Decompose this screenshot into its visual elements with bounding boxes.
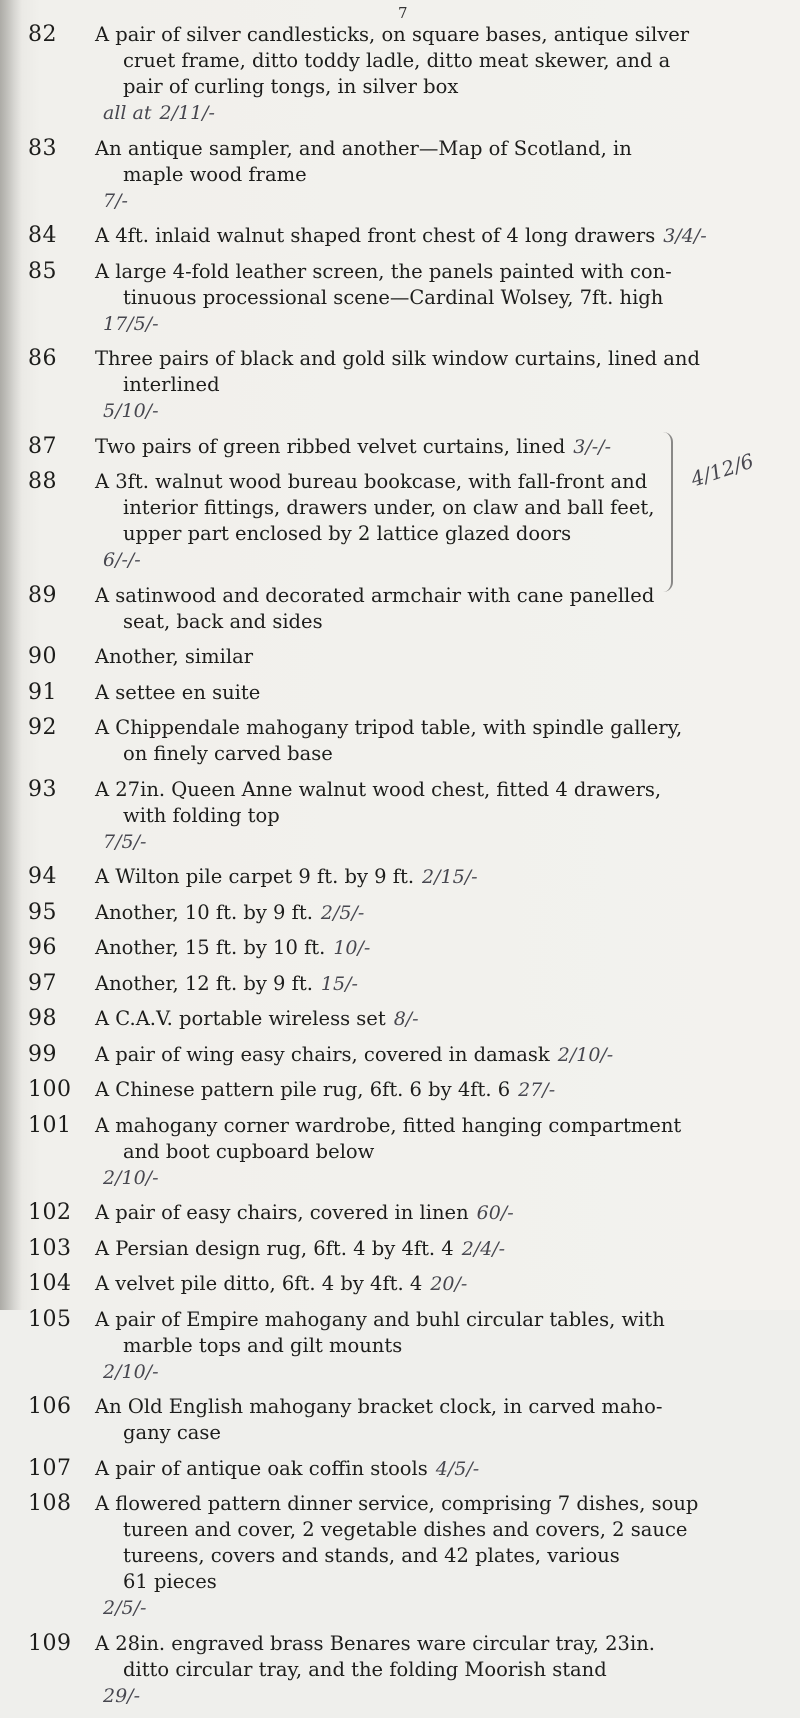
lot-list	[28, 22, 788, 1718]
lot-entry	[28, 1200, 788, 1226]
lot-description	[95, 583, 735, 635]
lot-entry	[28, 715, 788, 767]
lot-number: 85	[28, 258, 57, 284]
handwritten-price-note: 5/10/-	[103, 400, 159, 422]
lot-description	[95, 1042, 735, 1068]
lot-entry	[28, 900, 788, 926]
lot-number: 98	[28, 1006, 57, 1031]
lot-description	[95, 777, 735, 855]
lot-description-line: Three pairs of black and gold silk window curtains, lined and	[95, 347, 700, 370]
lot-description-line: upper part enclosed by 2 lattice glazed doors	[123, 522, 572, 545]
lot-description	[95, 715, 735, 767]
lot-description-line: A 27in. Queen Anne walnut wood chest, fitted 4 drawers,	[95, 777, 662, 801]
lot-description-line: Another, 15 ft. by 10 ft.	[95, 936, 326, 959]
lot-description-line: tinuous processional scene—Cardinal Wolsey, 7ft. high	[123, 285, 664, 309]
lot-description	[95, 22, 735, 126]
handwritten-price-note: 17/5/-	[103, 312, 159, 335]
lot-number: 93	[28, 776, 57, 802]
lot-description	[95, 259, 735, 337]
lot-entry	[28, 1456, 788, 1482]
handwritten-price-note: 2/4/-	[461, 1237, 506, 1260]
lot-entry	[28, 1307, 788, 1385]
handwritten-price-note: 60/-	[476, 1202, 514, 1224]
lot-entry	[28, 1042, 788, 1068]
lot-number: 102	[28, 1200, 72, 1225]
lot-description-line: A Chippendale mahogany tripod table, with spindle gallery,	[95, 716, 683, 739]
lot-entry	[28, 971, 788, 997]
lot-tail-text: all at	[103, 102, 152, 124]
lot-description	[95, 680, 735, 706]
lot-description-line: A Persian design rug, 6ft. 4 by 4ft. 4	[95, 1236, 454, 1260]
lot-number: 104	[28, 1271, 72, 1296]
lot-description-line: 61 pieces	[123, 1570, 217, 1593]
lot-number: 109	[28, 1630, 72, 1656]
lot-entry	[28, 1394, 788, 1446]
lot-description	[95, 1113, 735, 1191]
lot-entry	[28, 680, 788, 706]
lot-number: 91	[28, 679, 57, 705]
lot-entry	[28, 22, 788, 126]
lot-number: 100	[28, 1077, 72, 1102]
lot-number: 87	[28, 433, 57, 459]
lot-description-line: A settee en suite	[95, 680, 261, 704]
handwritten-price-note: 15/-	[320, 972, 358, 995]
lot-entry	[28, 1113, 788, 1191]
lot-description-line: interlined	[123, 373, 220, 396]
lot-description-line: A Wilton pile carpet 9 ft. by 9 ft.	[95, 865, 415, 888]
lot-description-line: A satinwood and decorated armchair with cane panelled	[95, 583, 655, 607]
bracket-mark	[663, 432, 673, 592]
lot-number: 86	[28, 346, 57, 371]
handwritten-price-note: 2/5/-	[103, 1597, 147, 1619]
handwritten-price-note: 7/5/-	[103, 830, 147, 853]
lot-number: 83	[28, 135, 57, 161]
handwritten-price-note: 2/10/-	[103, 1360, 159, 1383]
lot-description-line: cruet frame, ditto toddy ladle, ditto meat skewer, and a	[123, 49, 671, 72]
handwritten-price-note: 4/5/-	[435, 1457, 480, 1480]
lot-description	[95, 1077, 735, 1103]
lot-description-line: interior fittings, drawers under, on claw and ball feet,	[123, 496, 655, 519]
lot-number: 105	[28, 1306, 72, 1332]
handwritten-price-note: 27/-	[518, 1079, 556, 1101]
lot-number: 89	[28, 582, 57, 608]
lot-description-line: Another, similar	[95, 645, 254, 668]
lot-entry	[28, 469, 788, 573]
lot-number: 90	[28, 644, 57, 669]
lot-entry	[28, 777, 788, 855]
handwritten-price-note: 2/15/-	[422, 866, 478, 888]
lot-description-line: tureens, covers and stands, and 42 plates, various	[123, 1544, 620, 1567]
handwritten-price-note: 8/-	[393, 1008, 419, 1030]
lot-description-line: A flowered pattern dinner service, comprising 7 dishes, soup	[95, 1492, 699, 1515]
lot-number: 88	[28, 469, 57, 494]
lot-description-line: pair of curling tongs, in silver box	[123, 75, 459, 98]
lot-number: 101	[28, 1112, 72, 1138]
handwritten-price-note: 7/-	[103, 189, 128, 212]
handwritten-price-note: 10/-	[333, 937, 371, 959]
lot-entry	[28, 136, 788, 214]
lot-entry	[28, 583, 788, 635]
lot-description-line: Two pairs of green ribbed velvet curtains, lined	[95, 434, 566, 458]
lot-description-line: A pair of antique oak coffin stools	[95, 1456, 428, 1480]
lot-description-line: An antique sampler, and another—Map of Scotland, in	[95, 136, 632, 160]
handwritten-price-note: 3/4/-	[663, 225, 707, 247]
handwritten-price-note: 20/-	[430, 1273, 468, 1295]
lot-number: 99	[28, 1041, 57, 1067]
lot-description	[95, 1456, 735, 1482]
lot-description-line: A C.A.V. portable wireless set	[95, 1007, 386, 1030]
lot-entry	[28, 259, 788, 337]
handwritten-price-note: 2/10/-	[103, 1166, 159, 1189]
lot-description-line: A pair of wing easy chairs, covered in damask	[95, 1042, 550, 1066]
lot-number: 92	[28, 715, 57, 740]
lot-description-line: A Chinese pattern pile rug, 6ft. 6 by 4ft. 6	[95, 1078, 511, 1101]
lot-entry	[28, 223, 788, 249]
handwritten-price-note: 2/5/-	[320, 901, 365, 924]
lot-number: 103	[28, 1235, 72, 1261]
lot-description-line: gany case	[123, 1421, 221, 1444]
bracket-handwritten-note: 4/12/6	[687, 448, 757, 492]
lot-number: 82	[28, 22, 57, 47]
lot-description-line: A pair of Empire mahogany and buhl circular tables, with	[95, 1307, 665, 1331]
lot-description	[95, 644, 735, 670]
lot-entry	[28, 864, 788, 890]
lot-entry	[28, 935, 788, 961]
lot-description-line: A 28in. engraved brass Benares ware circular tray, 23in.	[95, 1631, 655, 1655]
lot-description-line: seat, back and sides	[123, 609, 323, 633]
handwritten-price-note: 6/-/-	[103, 549, 141, 571]
lot-description-line: and boot cupboard below	[123, 1139, 375, 1163]
lot-description-line: Another, 10 ft. by 9 ft.	[95, 900, 313, 924]
lot-description	[95, 223, 735, 249]
lot-description-line: ditto circular tray, and the folding Moorish stand	[123, 1657, 607, 1681]
lot-description	[95, 1394, 735, 1446]
lot-entry	[28, 1077, 788, 1103]
lot-entry	[28, 1631, 788, 1709]
lot-description	[95, 1631, 735, 1709]
lot-description-line: with folding top	[123, 803, 280, 827]
lot-description-line: A velvet pile ditto, 6ft. 4 by 4ft. 4	[95, 1272, 423, 1295]
lot-description-line: A 4ft. inlaid walnut shaped front chest of 4 long drawers	[95, 224, 656, 247]
lot-entry	[28, 1271, 788, 1297]
lot-description-line: A pair of easy chairs, covered in linen	[95, 1201, 469, 1224]
lot-description-line: marble tops and gilt mounts	[123, 1333, 403, 1357]
lot-description-line: Another, 12 ft. by 9 ft.	[95, 971, 313, 995]
lot-description-line: A 3ft. walnut wood bureau bookcase, with fall-front and	[95, 470, 648, 493]
lot-description-line: An Old English mahogany bracket clock, in carved maho-	[95, 1395, 663, 1418]
lot-entry	[28, 1491, 788, 1621]
lot-entry	[28, 1236, 788, 1262]
lot-entry	[28, 1006, 788, 1032]
lot-number: 96	[28, 935, 57, 960]
lot-description	[95, 346, 735, 424]
lot-description	[95, 434, 735, 460]
lot-number: 84	[28, 223, 57, 248]
lot-description-line: A pair of silver candlesticks, on square bases, antique silver	[95, 23, 690, 46]
handwritten-price-note: 2/10/-	[557, 1043, 614, 1066]
lot-description-line: A mahogany corner wardrobe, fitted hanging compartment	[95, 1113, 682, 1137]
lot-description-line: A large 4-fold leather screen, the panels painted with con-	[95, 259, 672, 283]
handwritten-price-note: 3/-/-	[573, 435, 611, 458]
lot-number: 94	[28, 864, 57, 889]
lot-description	[95, 1271, 735, 1297]
lot-description	[95, 935, 735, 961]
lot-entry	[28, 346, 788, 424]
lot-description	[95, 1491, 735, 1621]
lot-description	[95, 1200, 735, 1226]
handwritten-price-note: 2/11/-	[159, 102, 215, 124]
binding-shadow	[0, 0, 22, 1310]
lot-description-line: on finely carved base	[123, 742, 333, 765]
lot-description	[95, 864, 735, 890]
lot-description	[95, 1006, 735, 1032]
lot-number: 95	[28, 899, 57, 925]
lot-description	[95, 1307, 735, 1385]
lot-number: 107	[28, 1455, 72, 1481]
lot-entry	[28, 644, 788, 670]
lot-description	[95, 1236, 735, 1262]
handwritten-price-note: 29/-	[103, 1684, 140, 1707]
lot-description-line: maple wood frame	[123, 162, 307, 186]
lot-description	[95, 469, 735, 573]
lot-entry	[28, 434, 788, 460]
lot-number: 106	[28, 1394, 72, 1419]
page-number: 7	[398, 4, 408, 22]
lot-description-line: tureen and cover, 2 vegetable dishes and covers, 2 sauce	[123, 1518, 688, 1541]
lot-number: 97	[28, 970, 57, 996]
lot-description	[95, 900, 735, 926]
lot-description	[95, 971, 735, 997]
lot-number: 108	[28, 1491, 72, 1516]
lot-description	[95, 136, 735, 214]
